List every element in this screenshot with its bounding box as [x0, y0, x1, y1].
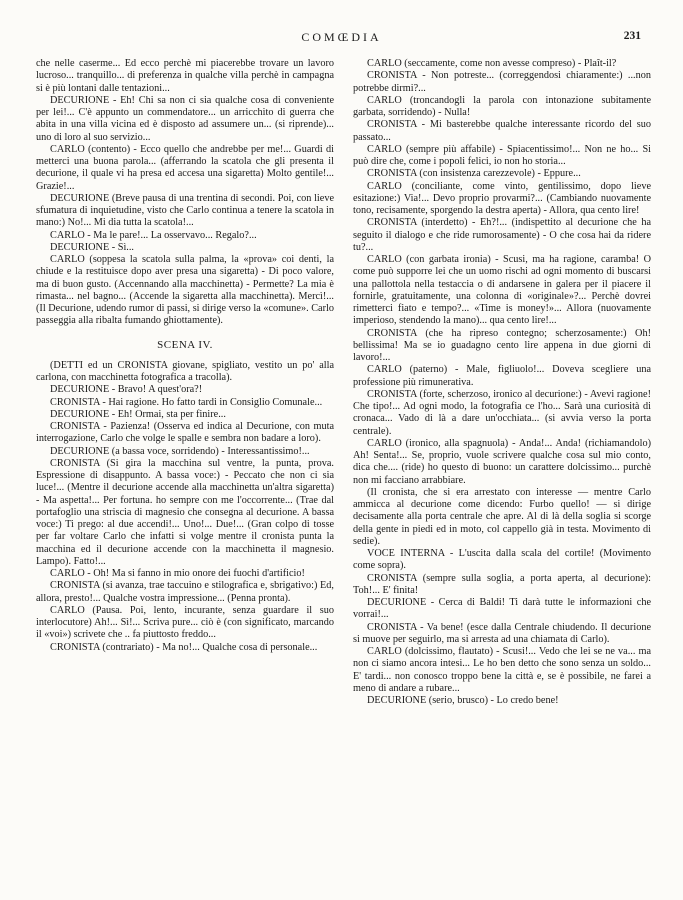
page-number: 231 [623, 30, 641, 42]
paragraph: CARLO (ironico, alla spagnuola) - Anda!... Anda! (richiamandolo) Ah! Senta!... Se, proprio, vuole scrivere qualche cosa sul mio conto, dica che.... (ride) ho questo di buono: un carattere dolcissimo... purchè non mi facciano arrabbiare. [353, 437, 651, 486]
paragraph: (DETTI ed un CRONISTA giovane, spigliato, vestito un po' alla carlona, con macchinetta fotografica a tracolla). [36, 359, 334, 383]
paragraph: CRONISTA - Va bene! (esce dalla Centrale chiudendo. Il decurione si muove per seguirlo, ma si arresta ad una chiamata di Carlo). [353, 621, 651, 645]
paragraph: CRONISTA (contrariato) - Ma no!... Qualche cosa di personale... [50, 641, 318, 653]
paragraph: CRONISTA - Pazienza! (Osserva ed indica al Decurione, con muta interrogazione, Carlo che volge le spalle e sembra non badare a loro). [36, 421, 334, 445]
left-text-column [36, 58, 334, 654]
paragraph: DECURIONE (Breve pausa di una trentina di secondi. Poi, con lieve sfumatura di inquietudine, visto che Carlo continua a tenere la scatola in mano:) No!... Mi dia tutta la scatola!... [36, 192, 334, 229]
page-header [0, 30, 683, 46]
paragraph: CARLO (Pausa. Poi, lento, incurante, senza guardare il suo interlocutore) Ah!... Sì!... Scriva pure... ciò è (con significato, marcando il «voi») scrivete che .. fa piuttosto freddo... [36, 604, 334, 641]
paragraph: CARLO (conciliante, come vinto, gentilissimo, dopo lieve esitazione:) Via!... Devo proprio provarmi?... (Cambiando nuovamente tono, recisamente, sporgendo la destra aperta) - Allora, qua cento lire! [353, 180, 651, 216]
scene-heading: SCENA IV. [157, 338, 213, 351]
paragraph: CARLO (dolcissimo, flautato) - Scusi!... Vedo che lei se ne va... ma non ci siamo ancora intesi... Le ho ben detto che sono senza un soldo... E' tardi... non conosco troppo bene la città e, se è possibile, ne farei a meno di andare a rubare... [353, 646, 651, 694]
paragraph: CRONISTA (con insistenza carezzevole) - Eppure... [367, 168, 581, 180]
paragraph: CARLO (seccamente, come non avesse compreso) - Plaît-il? [367, 58, 617, 69]
paragraph: CRONISTA (interdetto) - Eh?!... (indispettito al decurione che ha seguito il dialogo e che ride rumorosamente) - O che cosa hai da ridere tu?... [353, 217, 651, 253]
paragraph: CRONISTA (Si gira la macchina sul ventre, la punta, prova. Espressione di disappunto. A bassa voce:) - Peccato che non ci sia luce!... (Mentre il decurione accende alla macchinetta un'altra sigaretta) - Ma aspetta!... Per fortuna. ho sempre con me l'occorrente... (Trae dal portafoglio una striscia di magnesio che consegna al decurione. A bassa voce:) Ti prego: al due accendi!... Uno!... Due!... (Gran colpo di tosse per far voltare Carlo che infatti si volge mentre il cronista punta la macchina ed il decurione accende con la macchinetta il magnesio. Lampo). Fatto!... [36, 457, 334, 567]
paragraph: CRONISTA (che ha ripreso contegno; scherzosamente:) Oh! bellissima! Ma se io guadagno cento lire appena in due giorni di lavoro!... [353, 327, 651, 363]
paragraph: CRONISTA - Non potreste... (correggendosi chiaramente:) ...non potrebbe dirmi?... [353, 70, 651, 94]
paragraph: (Il cronista, che si era arrestato con interesse — mentre Carlo ammicca al decurione come dicendo: Furbo quello! — si dirige decisamente alla porta centrale che apre. Al di là della soglia si scorge della gente in piedi ed in moto, col cappello già in testa. Movimento di sedie). [353, 486, 651, 547]
paragraph: DECURIONE - Cerca di Baldi! Ti darà tutte le informazioni che vorrai!... [353, 597, 651, 621]
paragraph: CARLO (paterno) - Male, figliuolo!... Doveva scegliere una professione più rimunerativa. [353, 364, 651, 388]
paragraph: DECURIONE (a bassa voce, sorridendo) - Interessantissimo!... [50, 445, 310, 457]
paragraph: DECURIONE - Eh! Chi sa non ci sia qualche cosa di conveniente per lei!... C'è appunto un commendatore... un arricchito di guerra che abita in una villa vicina ed è disposto ad assumere un... (si riprende)... uno di loro al suo servizio... [36, 94, 334, 143]
paragraph: DECURIONE (serio, brusco) - Lo credo bene! [367, 695, 559, 706]
paragraph: CRONISTA - Hai ragione. Ho fatto tardi in Consiglio Comunale... [50, 396, 323, 408]
paragraph: CARLO (sempre più affabile) - Spiacentissimo!... Non ne ho... Si può dire che, come i popoli felici, io non ho storia... [353, 143, 651, 167]
paragraph: DECURIONE - Bravo! A quest'ora?! [50, 384, 203, 396]
paragraph: CARLO (contento) - Ecco quello che andrebbe per me!... Guardi di metterci una buona parola... (afferrando la scatola che gli presenta il decurione, il quale vi ha presa ed accesa una sigaretta) Molto gentile!... Grazie!... [36, 143, 334, 192]
paragraph: CRONISTA (si avanza, trae taccuino e stilografica e, sbrigativo:) Ed, allora, presto!... Qualche vostra impressione... (Penna pronta). [36, 580, 334, 604]
paragraph: CARLO - Oh! Ma si fanno in mio onore dei fuochi d'artificio! [50, 568, 305, 579]
paragraph: CARLO - Ma le pare!... La osservavo... Regalo?... [50, 229, 257, 241]
paragraph: CRONISTA - Mi basterebbe qualche interessante ricordo del suo passato... [353, 119, 651, 143]
paragraph: CARLO (troncandogli la parola con intonazione subitamente garbata, sorridendo) - Nulla! [353, 94, 651, 118]
running-title: COMŒDIA [301, 30, 382, 44]
paragraph: che nelle caserme... Ed ecco perchè mi piacerebbe trovare un lavoro lucroso... tranquillo... di preferenza in qualche villa perchè in campagna si è più lontani dalle tentazioni... [36, 58, 334, 94]
paragraph: CRONISTA (forte, scherzoso, ironico al decurione:) - Avevi ragione! Che tipo!... Ad ogni modo, la fotografia ce l'ho... Sarà una curiosità di cronaca... Vado di là a dare un'occhiata... (si avvia verso la porta centrale). [353, 388, 651, 437]
paragraph: DECURIONE - Eh! Ormai, sta per finire... [50, 408, 226, 420]
paragraph: VOCE INTERNA - L'uscita dalla scala del cortile! (Movimento come sopra). [353, 548, 651, 572]
paragraph: DECURIONE - Sì... [50, 241, 134, 253]
paragraph: CRONISTA (sempre sulla soglia, a porta aperta, al decurione): Toh!... E' finita! [353, 572, 651, 596]
paragraph: CARLO (con garbata ironia) - Scusi, ma ha ragione, caramba! O come può supporre lei che un uomo rischi ad ogni momento di buscarsi una pallottola nella testaccia o di andarsene in galera per il piacere il fornirle, gratuitamente, una colonna di «originale»?... Perchè dovrei rimetterci fiato e tempo?... «Time is money!»... Allora (nuovamente imperioso, stendendo la mano)... qua cento lire!... [353, 254, 651, 327]
right-text-column [353, 58, 651, 707]
paragraph: CARLO (soppesa la scatola sulla palma, la «prova» coi denti, la chiude e la restituisce dopo aver presa una sigaretta) - Di poco valore, ma di buon gusto. (Accennando alla macchinetta) - Permette? La mia è rimasta... nel bagno... (Accende la sigaretta alla macchinetta). Mercì!... (Il Decurione, udendo rumor di passi, si dirige verso la «comune». Carlo passeggia alla ribalta fumando ghiottamente). [36, 254, 334, 327]
